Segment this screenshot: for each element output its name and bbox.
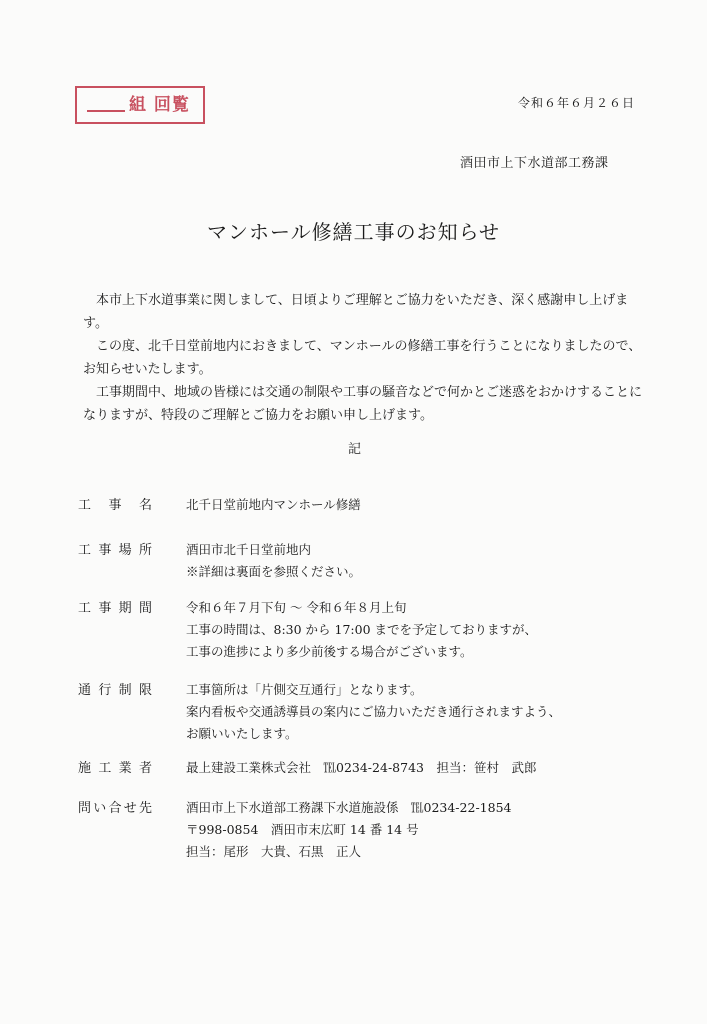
detail-label-char: 工 (78, 543, 92, 558)
detail-line: 案内看板や交通誘導員の案内にご協力いただき通行されますよう、 (186, 704, 562, 719)
detail-label (78, 757, 152, 776)
detail-label-char: 問 (78, 801, 92, 816)
detail-label-char: 通 (78, 683, 92, 698)
detail-line: 工事の時間は、8:30 から 17:00 までを予定しておりますが、 (186, 622, 538, 637)
detail-line: 令和６年７月下旬 ～ 令和６年８月上旬 (186, 600, 407, 615)
detail-line: 酒田市上下水道部工務課下水道施設係 ℡0234-22-1854 (186, 800, 512, 815)
detail-value (186, 597, 666, 663)
detail-label-char: 所 (138, 543, 152, 558)
detail-value (186, 797, 666, 863)
issue-date: 令和６年６月２６日 (518, 96, 636, 110)
detail-label-char: 先 (138, 801, 152, 816)
notice-title: マンホール修繕工事のお知らせ (207, 220, 500, 244)
detail-label (78, 494, 152, 513)
detail-label-char: い (93, 801, 107, 816)
detail-value (186, 494, 666, 516)
circulation-stamp (75, 86, 205, 124)
detail-label (78, 597, 152, 616)
detail-label-char: 工 (78, 498, 92, 513)
detail-label-char: 工 (98, 761, 112, 776)
detail-line: 最上建設工業株式会社 ℡0234-24-8743 担当：笹村 武郎 (186, 760, 537, 775)
detail-line: 酒田市北千日堂前地内 (186, 542, 312, 557)
detail-label-char: 事 (98, 543, 112, 558)
detail-label (78, 797, 152, 816)
detail-line: お願いいたします。 (186, 726, 298, 741)
detail-label-char: 事 (98, 601, 112, 616)
detail-label-char: 限 (138, 683, 152, 698)
detail-line: ※詳細は裏面を参照ください。 (186, 564, 362, 579)
detail-value (186, 679, 666, 745)
stamp-text: 組 回覧 (129, 95, 190, 115)
detail-label-char: 者 (138, 761, 152, 776)
notice-body (83, 289, 643, 427)
detail-label-char: 事 (108, 498, 122, 513)
detail-value (186, 757, 666, 779)
body-paragraph: この度、北千日堂前地内におきまして、マンホールの修繕工事を行うことになりましたので、お知らせいたします。 (83, 339, 642, 377)
detail-label-char: 期 (118, 601, 132, 616)
detail-label-char: 合 (108, 801, 122, 816)
detail-label-char: 間 (138, 601, 152, 616)
detail-line: 工事箇所は「片側交互通行」となります。 (186, 682, 423, 697)
detail-label (78, 539, 152, 558)
detail-label-char: 名 (138, 498, 152, 513)
detail-line: 〒998-0854 酒田市末広町 14 番 14 号 (186, 822, 419, 837)
body-paragraph: 本市上下水道事業に関しまして、日頃よりご理解とご協力をいただき、深く感謝申し上げます。 (83, 293, 629, 331)
detail-label-char: 制 (118, 683, 132, 698)
detail-label-char: 業 (118, 761, 132, 776)
ki-heading: 記 (348, 442, 362, 457)
issuing-department: 酒田市上下水道部工務課 (460, 156, 609, 171)
detail-label-char: 場 (118, 543, 132, 558)
detail-label (78, 679, 152, 698)
detail-value (186, 539, 666, 583)
detail-line: 担当：尾形 大貴、石黒 正人 (186, 844, 362, 859)
detail-label-char: せ (123, 801, 137, 816)
group-blank (87, 90, 125, 112)
body-paragraph: 工事期間中、地域の皆様には交通の制限や工事の騒音などで何かとご迷惑をおかけすることになりますが、特段のご理解とご協力をお願い申し上げます。 (83, 385, 643, 423)
detail-label-char: 工 (78, 601, 92, 616)
detail-label-char: 行 (98, 683, 112, 698)
detail-line: 北千日堂前地内マンホール修繕 (186, 497, 361, 512)
detail-line: 工事の進捗により多少前後する場合がございます。 (186, 644, 473, 659)
detail-label-char: 施 (78, 761, 92, 776)
